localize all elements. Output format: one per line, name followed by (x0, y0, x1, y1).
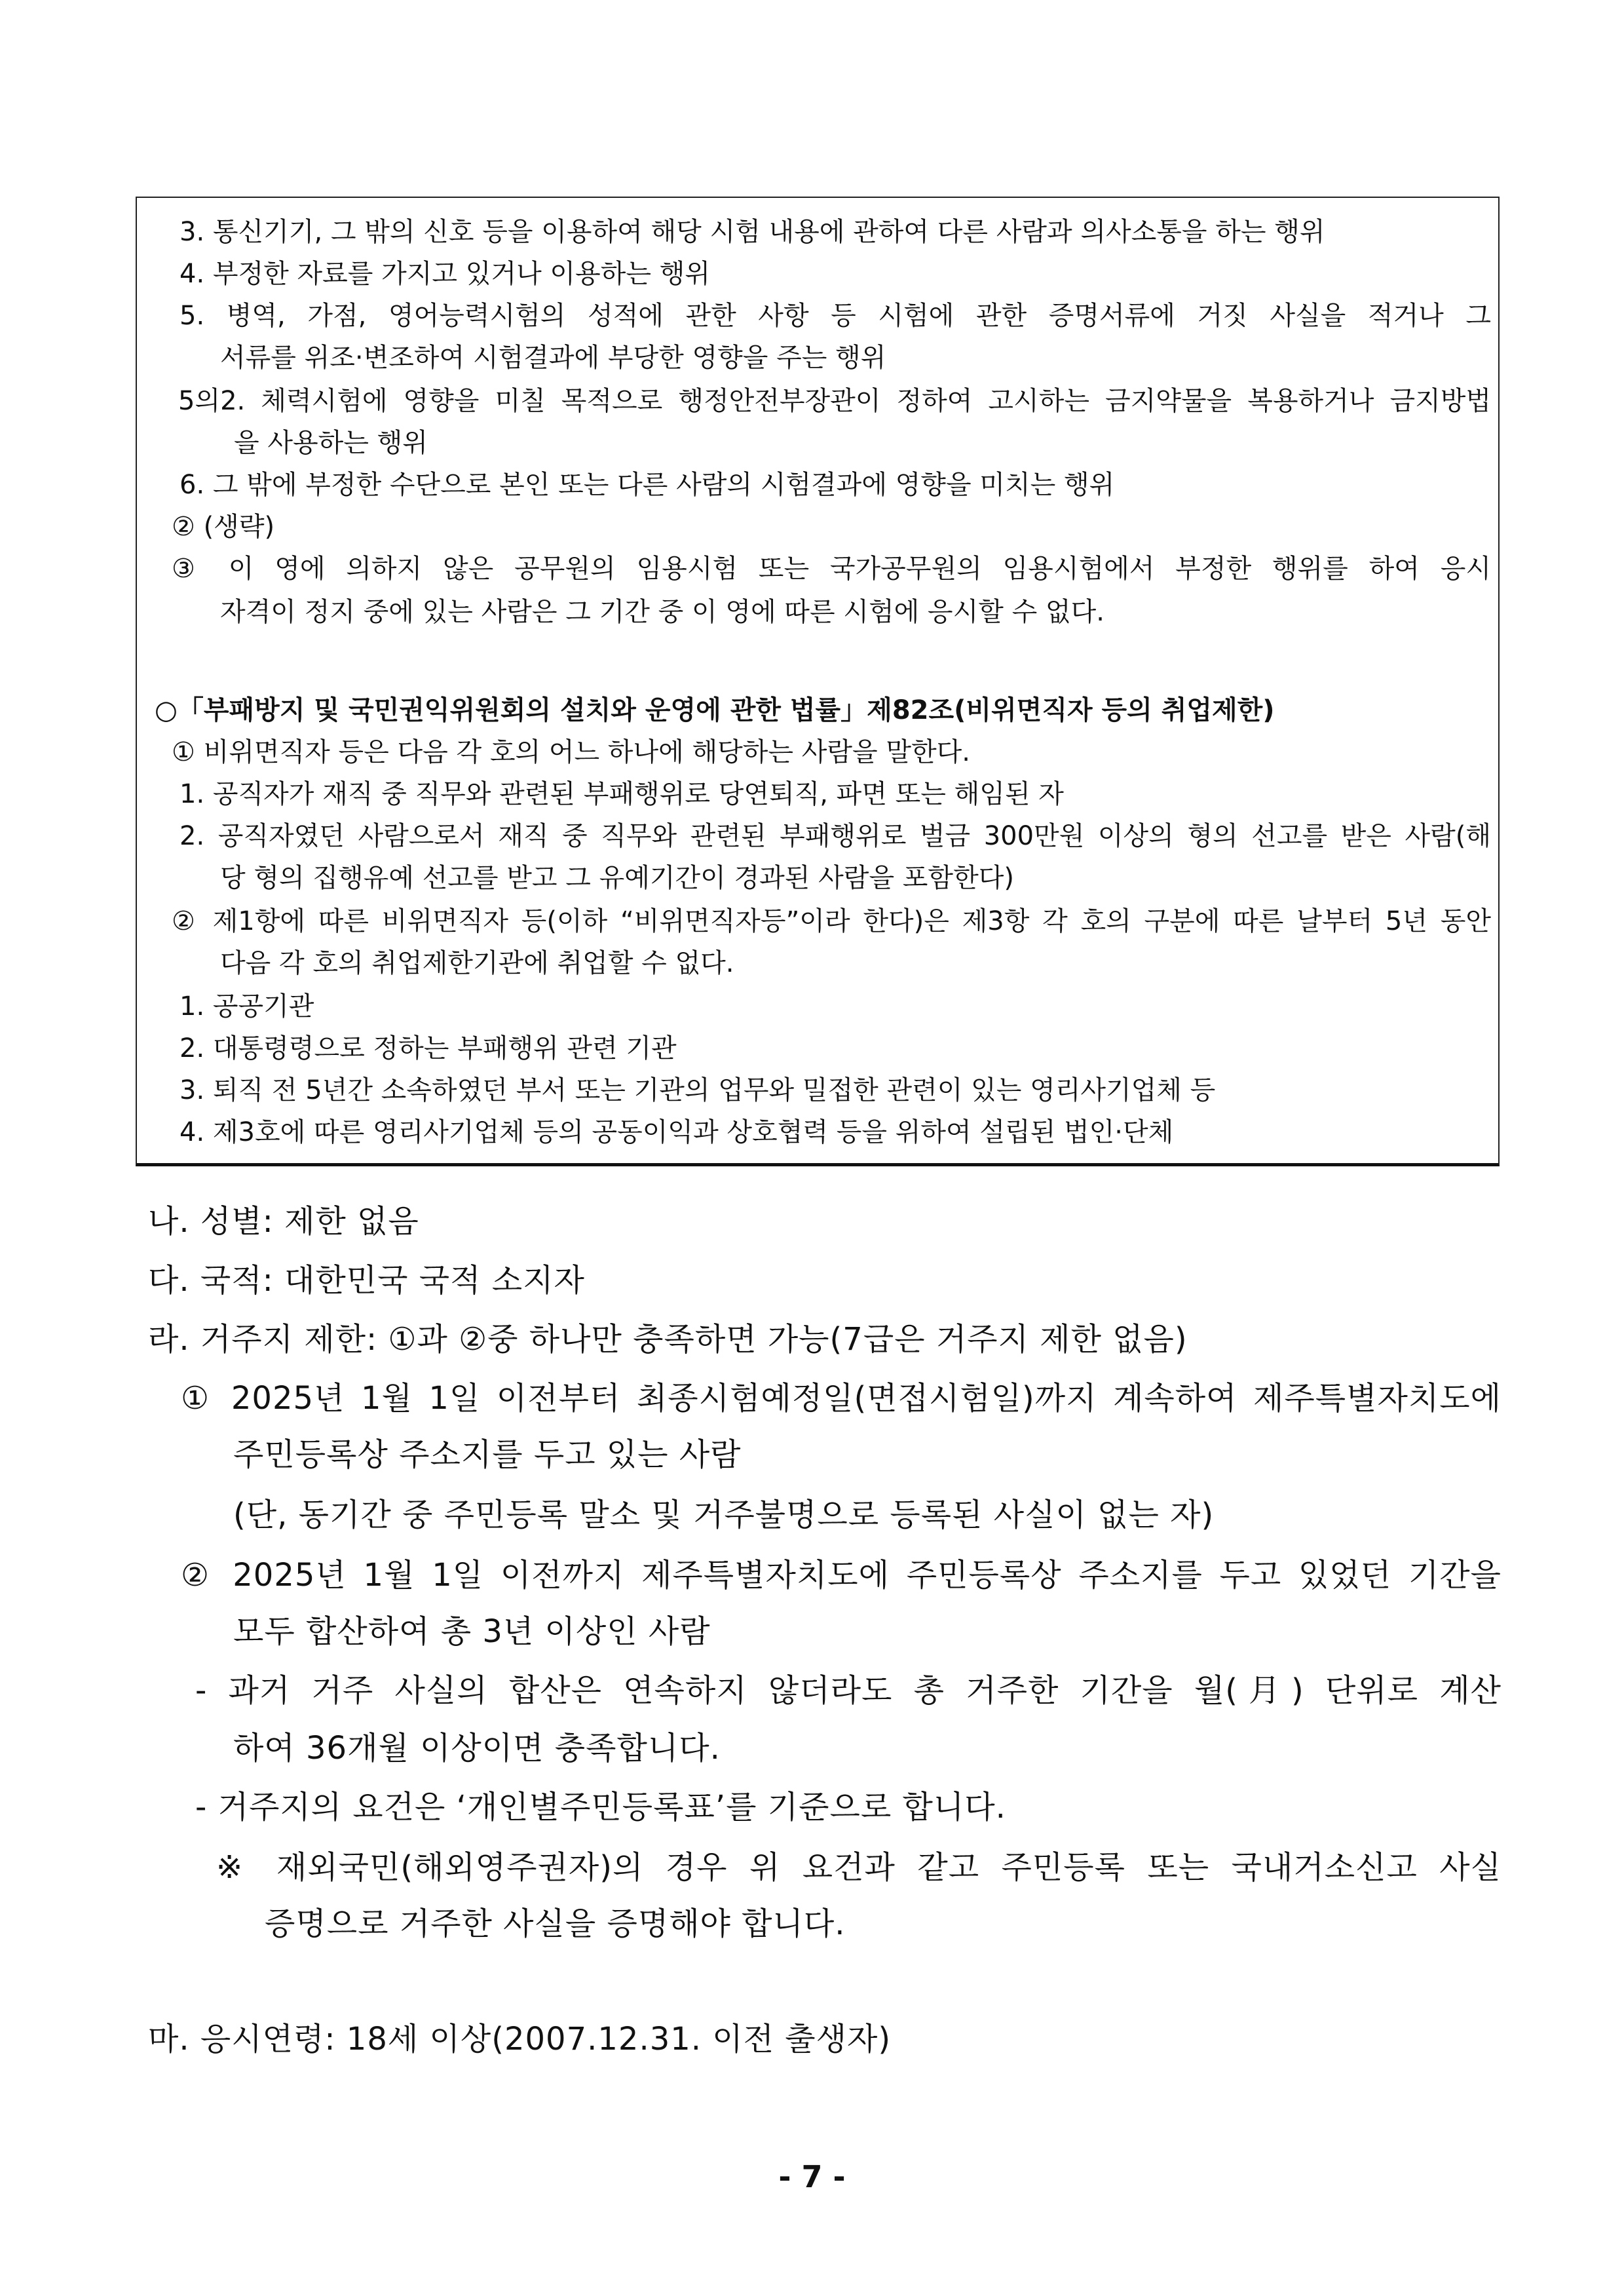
box-line-para-3: ③ 이 영에 의하지 않은 공무원의 임용시험 또는 국가공무원의 임용시험에서 부정한 행위를 하여 응시 (172, 554, 1491, 584)
box-line-def-2-cont: 당 형의 집행유예 선고를 받고 그 유예기간이 경과된 사람을 포함한다) (220, 863, 1014, 893)
box-line-item-5-2: 5의2. 체력시험에 영향을 미칠 목적으로 행정안전부장관이 정하여 고시하는 금지약물을 복용하거나 금지방법 (178, 386, 1491, 416)
box-line-para-2-omitted: ② (생략) (172, 512, 275, 542)
box-line-restriction-cont: 다음 각 호의 취업제한기관에 취업할 수 없다. (220, 948, 734, 978)
residence-option-2: ② 2025년 1월 1일 이전까지 제주특별자치도에 주민등록상 주소지를 두고 있었던 기간을 (181, 1557, 1501, 1594)
box-line-item-6: 6. 그 밖에 부정한 수단으로 본인 또는 다른 사람의 시험결과에 영향을 미치는 행위 (179, 470, 1115, 500)
residence-option-1-cont: 주민등록상 주소지를 두고 있는 사람 (233, 1436, 742, 1473)
requirement-residence-heading: 라. 거주지 제한: ①과 ②중 하나만 충족하면 가능(7급은 거주지 제한 없음) (148, 1321, 1188, 1358)
box-line-def-2: 2. 공직자였던 사람으로서 재직 중 직무와 관련된 부패행위로 벌금 300만원 이상의 형의 선고를 받은 사람(해 (179, 821, 1491, 851)
residence-note-sum: - 과거 거주 사실의 합산은 연속하지 않더라도 총 거주한 기간을 월(月) 단위로 계산 (195, 1672, 1501, 1709)
box-line-item-3: 3. 통신기기, 그 밖의 신호 등을 이용하여 해당 시험 내용에 관하여 다른 사람과 의사소통을 하는 행위 (179, 217, 1325, 247)
box-line-item-5: 5. 병역, 가점, 영어능력시험의 성적에 관한 사항 등 시험에 관한 증명서류에 거짓 사실을 적거나 그 (179, 301, 1491, 331)
residence-option-1: ① 2025년 1월 1일 이전부터 최종시험예정일(면접시험일)까지 계속하여 제주특별자치도에 (181, 1380, 1501, 1417)
box-line-restriction: ② 제1항에 따른 비위면직자 등(이하 “비위면직자등”이라 한다)은 제3항 각 호의 구분에 따른 날부터 5년 동안 (172, 906, 1491, 936)
box-line-org-4: 4. 제3호에 따른 영리사기업체 등의 공동이익과 상호협력 등을 위하여 설립된 법인·단체 (179, 1117, 1174, 1147)
residence-note-basis: - 거주지의 요건은 ‘개인별주민등록표’를 기준으로 합니다. (195, 1789, 1006, 1826)
box-line-org-2: 2. 대통령령으로 정하는 부패행위 관련 기관 (179, 1033, 677, 1063)
residence-note-overseas: ※ 재외국민(해외영주권자)의 경우 위 요건과 같고 주민등록 또는 국내거소신고 사실 (216, 1849, 1501, 1886)
requirement-age: 마. 응시연령: 18세 이상(2007.12.31. 이전 출생자) (148, 2021, 892, 2057)
box-law-title: ○「부패방지 및 국민권익위원회의 설치와 운영에 관한 법률」제82조(비위면직자 등의 취업제한) (155, 695, 1275, 725)
box-line-para-3-cont: 자격이 정지 중에 있는 사람은 그 기간 중 이 영에 따른 시험에 응시할 수 없다. (220, 597, 1105, 627)
box-line-item-4: 4. 부정한 자료를 가지고 있거나 이용하는 행위 (179, 259, 710, 289)
residence-option-1-note: (단, 동기간 중 주민등록 말소 및 거주불명으로 등록된 사실이 없는 자) (233, 1497, 1215, 1533)
box-line-org-1: 1. 공공기관 (179, 991, 314, 1022)
requirement-gender: 나. 성별: 제한 없음 (148, 1203, 419, 1240)
box-line-org-3: 3. 퇴직 전 5년간 소속하였던 부서 또는 기관의 업무와 밀접한 관련이 있는 영리사기업체 등 (179, 1075, 1216, 1105)
requirement-nationality: 다. 국적: 대한민국 국적 소지자 (148, 1262, 585, 1299)
residence-note-overseas-cont: 증명으로 거주한 사실을 증명해야 합니다. (265, 1905, 846, 1942)
box-line-definition: ① 비위면직자 등은 다음 각 호의 어느 하나에 해당하는 사람을 말한다. (172, 737, 971, 767)
residence-note-sum-cont: 하여 36개월 이상이면 충족합니다. (233, 1730, 721, 1767)
box-line-item-5-cont: 서류를 위조·변조하여 시험결과에 부당한 영향을 주는 행위 (220, 343, 886, 373)
residence-option-2-cont: 모두 합산하여 총 3년 이상인 사람 (233, 1613, 711, 1650)
box-line-item-5-2-cont: 을 사용하는 행위 (234, 428, 428, 458)
page-number: - 7 - (778, 2159, 846, 2194)
box-line-def-1: 1. 공직자가 재직 중 직무와 관련된 부패행위로 당연퇴직, 파면 또는 해임된 자 (179, 779, 1064, 809)
law-excerpt-box (136, 197, 1500, 1166)
